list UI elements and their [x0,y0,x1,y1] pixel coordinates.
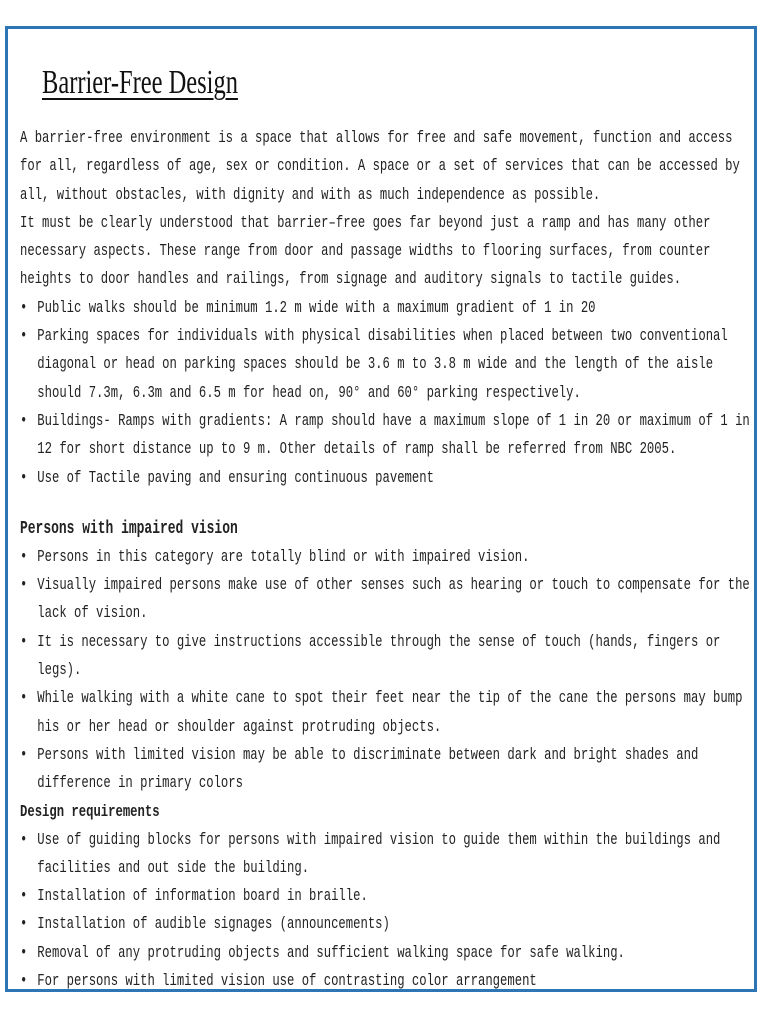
document-body [20,125,754,996]
bullet-item: • Persons in this category are totally blind or with impaired vision. [20,544,754,572]
general-bullet-list [20,295,754,493]
bullet-item: • Use of guiding blocks for persons with impaired vision to guide them within the buildings and facilities and out side the building. [20,827,754,884]
bullet-item: • Persons with limited vision may be able to discriminate between dark and bright shades and difference in primary colors [20,742,754,799]
vision-bullet-list [20,544,754,799]
bullet-item: • While walking with a white cane to spot their feet near the tip of the cane the persons may bump his or her head or shoulder against protruding objects. [20,685,754,742]
bullet-item: • Public walks should be minimum 1.2 m wide with a maximum gradient of 1 in 20 [20,295,754,323]
section-heading-impaired-vision: Persons with impaired vision [20,518,238,539]
bullet-item: • Installation of audible signages (announcements) [20,911,754,939]
bullet-item: • Buildings- Ramps with gradients: A ramp should have a maximum slope of 1 in 20 or maximum of 1 in 12 for short distance up to 9 m. Other details of ramp shall be referred from NBC 2005. [20,408,754,465]
bullet-item: • Use of Tactile paving and ensuring continuous pavement [20,465,754,493]
design-bullet-list [20,827,754,997]
bullet-item: • Removal of any protruding objects and sufficient walking space for safe walking. [20,940,754,968]
bullet-item: • For persons with limited vision use of contrasting color arrangement [20,968,754,996]
bullet-item: • Visually impaired persons make use of other senses such as hearing or touch to compensate for the lack of vision. [20,572,754,629]
bullet-item: • It is necessary to give instructions accessible through the sense of touch (hands, fingers or legs). [20,629,754,686]
page-title: Barrier-Free Design [42,64,238,101]
bullet-item: • Installation of information board in braille. [20,883,754,911]
intro-paragraph: It must be clearly understood that barrier–free goes far beyond just a ramp and has many other necessary aspects. These range from door and passage widths to flooring surfaces, from counter heights to door handles and railings, from signage and auditory signals to tactile guides. [20,213,711,290]
section-heading-design-requirements: Design requirements [20,802,160,822]
intro-paragraph: A barrier-free environment is a space that allows for free and safe movement, function and access for all, regardless of age, sex or condition. A space or a set of services that can be accessed by all, without obstacles, with dignity and with as much independence as possible. [20,129,740,205]
bullet-item: • Parking spaces for individuals with physical disabilities when placed between two conventional diagonal or head on parking spaces should be 3.6 m to 3.8 m wide and the length of the aisle should 7.3m, 6.3m and 6.5 m for head on, 90° and 60° parking respectively. [20,323,754,408]
